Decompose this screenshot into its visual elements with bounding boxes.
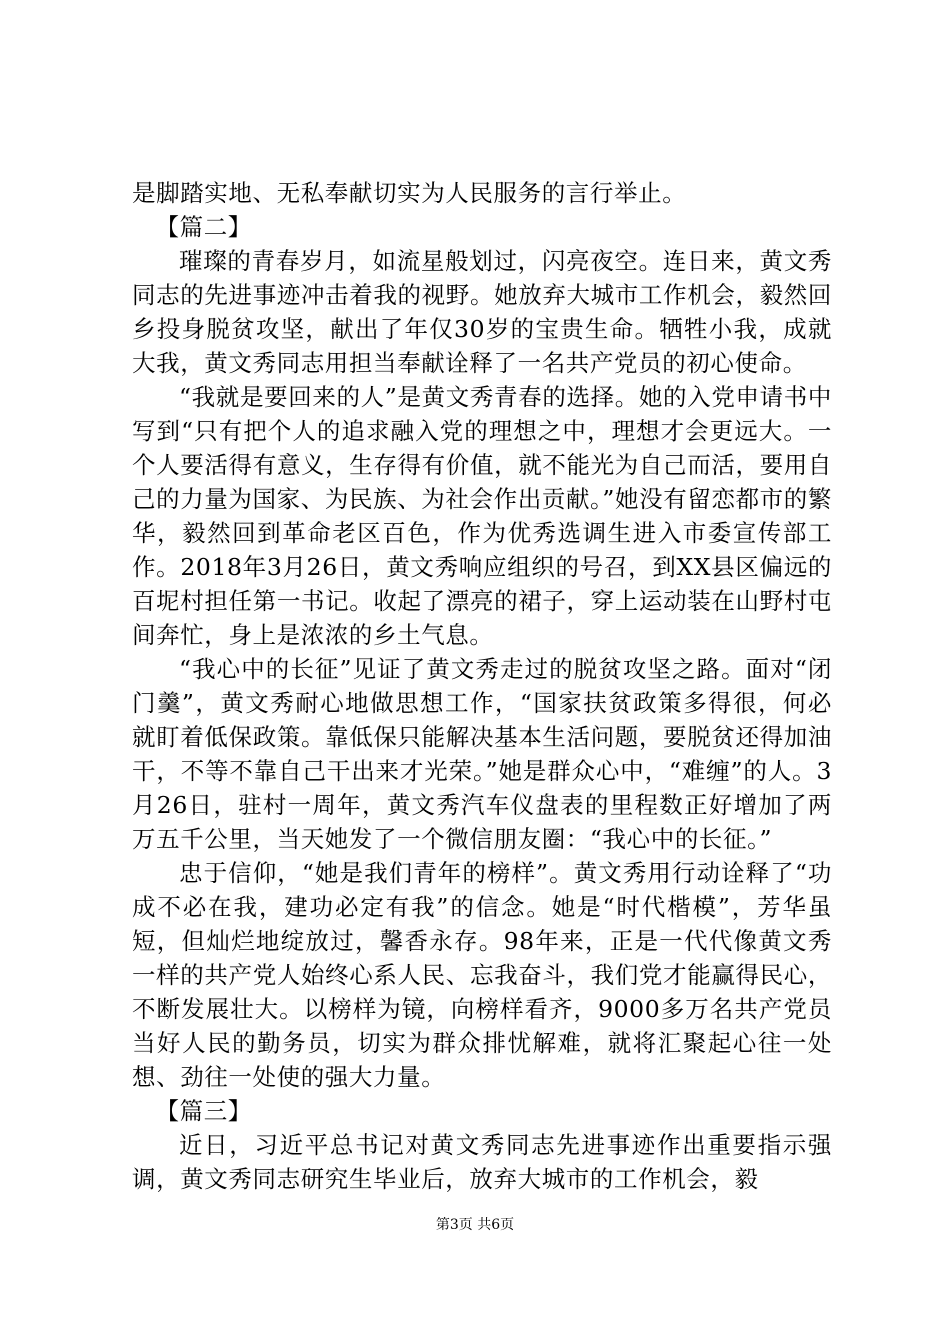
section-heading-part-two: 【篇二】 bbox=[155, 213, 252, 241]
paragraph: 忠于信仰，“她是我们青年的榜样”。黄文秀用行动诠释了“功成不必在我，建功必定有我”的信念。她是“时代楷模”，芳华虽短，但灿烂地绽放过，馨香永存。98年来，正是一代代像黄文秀一样的共产党人始终心系人民、忘我奋斗，我们党才能赢得民心，不断发展壮大。以榜样为镜，向榜样看齐，9000多万名共产党员当好人民的勤务员，切实为群众排忧解难，就将汇聚起心往一处想、劲往一处使的强大力量。 bbox=[132, 859, 832, 1091]
paragraph: 近日，习近平总书记对黄文秀同志先进事迹作出重要指示强调，黄文秀同志研究生毕业后，放弃大城市的工作机会，毅 bbox=[132, 1131, 832, 1193]
paragraph: 璀璨的青春岁月，如流星般划过，闪亮夜空。连日来，黄文秀同志的先进事迹冲击着我的视野。她放弃大城市工作机会，毅然回乡投身脱贫攻坚，献出了年仅30岁的宝贵生命。牺牲小我，成就大我，黄文秀同志用担当奉献诠释了一名共产党员的初心使命。 bbox=[132, 247, 832, 377]
paragraph: “我心中的长征”见证了黄文秀走过的脱贫攻坚之路。面对“闭门羹”，黄文秀耐心地做思想工作，“国家扶贫政策多得很，何必就盯着低保政策。靠低保只能解决基本生活问题，要脱贫还得加油干，不等不靠自己干出来才光荣。”她是群众心中，“难缠”的人。3月26日，驻村一周年，黄文秀汽车仪盘表的里程数正好增加了两万五千公里，当天她发了一个微信朋友圈：“我心中的长征。” bbox=[132, 655, 832, 853]
paragraph-continuation: 是脚踏实地、无私奉献切实为人民服务的言行举止。 bbox=[132, 179, 687, 207]
section-heading-part-three: 【篇三】 bbox=[155, 1097, 252, 1125]
paragraph: “我就是要回来的人”是黄文秀青春的选择。她的入党申请书中写到“只有把个人的追求融入党的理想之中，理想才会更远大。一个人要活得有意义，生存得有价值，就不能光为自己而活，要用自己的力量为国家、为民族、为社会作出贡献。”她没有留恋都市的繁华，毅然回到革命老区百色，作为优秀选调生进入市委宣传部工作。2018年3月26日，黄文秀响应组织的号召，到XX县区偏远的百坭村担任第一书记。收起了漂亮的裙子，穿上运动装在山野村屯间奔忙，身上是浓浓的乡土气息。 bbox=[132, 383, 832, 649]
document-body bbox=[132, 176, 832, 1196]
page-number-footer: 第3页 共6页 bbox=[435, 1217, 515, 1233]
